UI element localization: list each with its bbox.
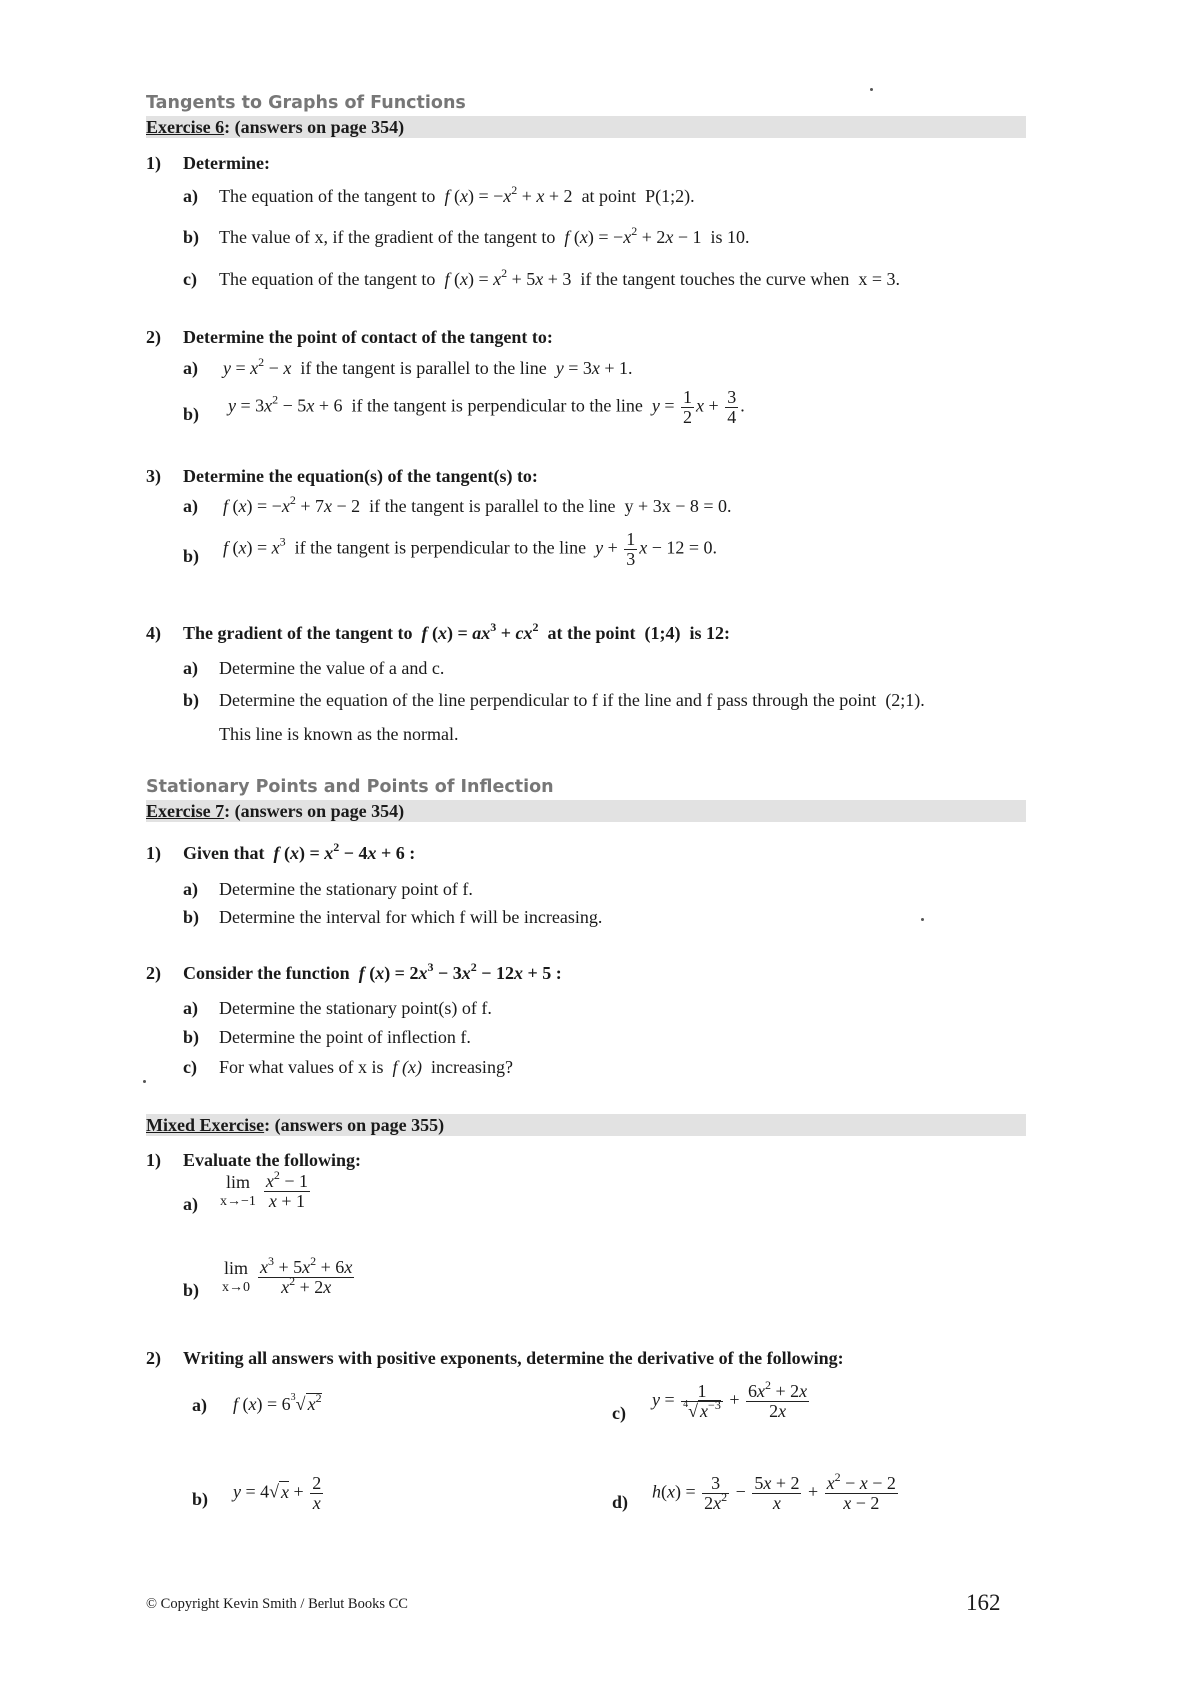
scan-speck bbox=[921, 918, 924, 921]
exercise-7-header: Exercise 7: (answers on page 354) bbox=[146, 801, 405, 821]
ex6-q2b-label: b) bbox=[183, 404, 200, 424]
exercise-6-header: Exercise 6: (answers on page 354) bbox=[146, 117, 405, 137]
ex7-q2a-label: a) bbox=[183, 998, 198, 1018]
mixed-q2d-expr: h(x) = $\frac{3}{2x^2}$ − $\frac{5x + 2}{x}$ + $\frac{x^2 - x - 2}{x - 2}$ bbox=[652, 1470, 896, 1513]
mixed-q1a-expr: lim x→−1 $\frac{x^2 - 1}{x + 1}$ bbox=[220, 1168, 309, 1211]
scan-speck bbox=[870, 88, 873, 91]
section-title-tangents: Tangents to Graphs of Functions bbox=[146, 93, 466, 113]
ex7-q1-text: Given that f $(x) = x^2 - 4x + 6$ : bbox=[183, 840, 416, 863]
mixed-q2a-expr: f $(x) = 6^3√$ $x^2$ bbox=[233, 1391, 322, 1414]
mixed-exercise-link[interactable]: Mixed Exercise bbox=[146, 1115, 265, 1135]
mixed-q1b-expr: lim x→0 $\frac{x^3 + 5x^2 + 6x}{x^2 + 2x}$ bbox=[222, 1254, 353, 1297]
mixed-q2b-expr: y = 4√ x + $\frac{2}{x}$ bbox=[233, 1473, 322, 1513]
ex7-q2b-text: Determine the point of inflection f. bbox=[219, 1027, 471, 1047]
mixed-q2c-label: c) bbox=[612, 1403, 626, 1423]
ex6-q3a-text: f $(x) = -x^2 + 7x - 2$ if the tangent is parallel to the line y + 3x − 8 = 0. bbox=[223, 493, 732, 516]
ex6-q1-text: Determine: bbox=[183, 153, 270, 173]
ex6-q4-number: 4) bbox=[146, 623, 161, 643]
ex6-q1c-label: c) bbox=[183, 269, 197, 289]
ex6-q4-text: The gradient of the tangent to f $(x) = ax^3 + cx^2$ at the point (1;4) is 12: bbox=[183, 620, 731, 643]
ex7-q2-text: Consider the function f $(x) = 2x^3 - 3x^2 - 12x + 5$ : bbox=[183, 960, 562, 983]
ex6-q2a-label: a) bbox=[183, 358, 198, 378]
mixed-q1-number: 1) bbox=[146, 1150, 161, 1170]
mixed-q1a-label: a) bbox=[183, 1194, 198, 1214]
exercise-7-link[interactable]: Exercise 7 bbox=[146, 801, 225, 821]
mixed-exercise-header: Mixed Exercise: (answers on page 355) bbox=[146, 1115, 445, 1135]
ex6-q3b-text: f $(x) = x^3$ if the tangent is perpendicular to the line y + $\frac{1}{3}$ x − 12 = 0. bbox=[223, 529, 718, 569]
ex7-q1-number: 1) bbox=[146, 843, 161, 863]
ex7-q2c-text: For what values of x is f (x) increasing? bbox=[219, 1057, 513, 1077]
ex7-q2c-label: c) bbox=[183, 1057, 197, 1077]
mixed-q1b-label: b) bbox=[183, 1280, 200, 1300]
mixed-q2d-label: d) bbox=[612, 1492, 629, 1512]
ex7-q2a-text: Determine the stationary point(s) of f. bbox=[219, 998, 492, 1018]
ex6-q1a-label: a) bbox=[183, 186, 198, 206]
ex6-q1a-text: The equation of the tangent to f $(x) = -x^2 + x + 2$ at point P(1;2). bbox=[219, 183, 695, 206]
ex6-q3-number: 3) bbox=[146, 466, 161, 486]
ex7-q1a-text: Determine the stationary point of f. bbox=[219, 879, 473, 899]
ex6-q3a-label: a) bbox=[183, 496, 198, 516]
ex6-q2-text: Determine the point of contact of the tangent to: bbox=[183, 327, 553, 347]
mixed-q2-text: Writing all answers with positive exponents, determine the derivative of the following: bbox=[183, 1348, 844, 1368]
mixed-q1-text: Evaluate the following: bbox=[183, 1150, 361, 1170]
section-title-stationary: Stationary Points and Points of Inflection bbox=[146, 777, 554, 797]
page-number: 162 bbox=[966, 1590, 1001, 1615]
ex6-q3b-label: b) bbox=[183, 546, 200, 566]
ex6-q4b-label: b) bbox=[183, 690, 200, 710]
ex7-q2b-label: b) bbox=[183, 1027, 200, 1047]
ex6-q2-number: 2) bbox=[146, 327, 161, 347]
ex6-q2b-text: $y = 3x^2 - 5x + 6$ if the tangent is perpendicular to the line y = $\frac{1}{2}$ x + $\frac{3}{4}$ . bbox=[228, 387, 745, 427]
ex7-q1b-label: b) bbox=[183, 907, 200, 927]
mixed-q2-number: 2) bbox=[146, 1348, 161, 1368]
ex6-q2a-text: $y = x^2 - x$ if the tangent is parallel to the line y = 3x + 1. bbox=[223, 355, 633, 378]
ex6-q4b-note: This line is known as the normal. bbox=[219, 724, 459, 744]
ex6-q1c-text: The equation of the tangent to f $(x) = x^2 + 5x + 3$ if the tangent touches the curve when x = 3. bbox=[219, 266, 900, 289]
ex7-q1b-text: Determine the interval for which f will be increasing. bbox=[219, 907, 603, 927]
ex6-q3-text: Determine the equation(s) of the tangent(s) to: bbox=[183, 466, 538, 486]
ex6-q1b-text: The value of x, if the gradient of the tangent to f $(x) = -x^2 + 2x - 1$ is 10. bbox=[219, 224, 750, 247]
mixed-q2b-label: b) bbox=[192, 1489, 209, 1509]
ex6-q1b-label: b) bbox=[183, 227, 200, 247]
scan-speck bbox=[143, 1080, 146, 1083]
ex6-q1-number: 1) bbox=[146, 153, 161, 173]
ex6-q4b-text: Determine the equation of the line perpendicular to f if the line and f pass through the point (2;1). bbox=[219, 690, 925, 710]
ex7-q2-number: 2) bbox=[146, 963, 161, 983]
copyright-notice: © Copyright Kevin Smith / Berlut Books CC bbox=[146, 1596, 408, 1612]
exercise-6-link[interactable]: Exercise 6 bbox=[146, 117, 225, 137]
ex7-q1a-label: a) bbox=[183, 879, 198, 899]
ex6-q4a-label: a) bbox=[183, 658, 198, 678]
mixed-q2a-label: a) bbox=[192, 1395, 207, 1415]
ex6-q4a-text: Determine the value of a and c. bbox=[219, 658, 445, 678]
mixed-q2c-expr: y = $\frac{1}{^4√ x^{-3}}$ + $\frac{6x^2 + 2x}{2x}$ bbox=[652, 1378, 808, 1421]
